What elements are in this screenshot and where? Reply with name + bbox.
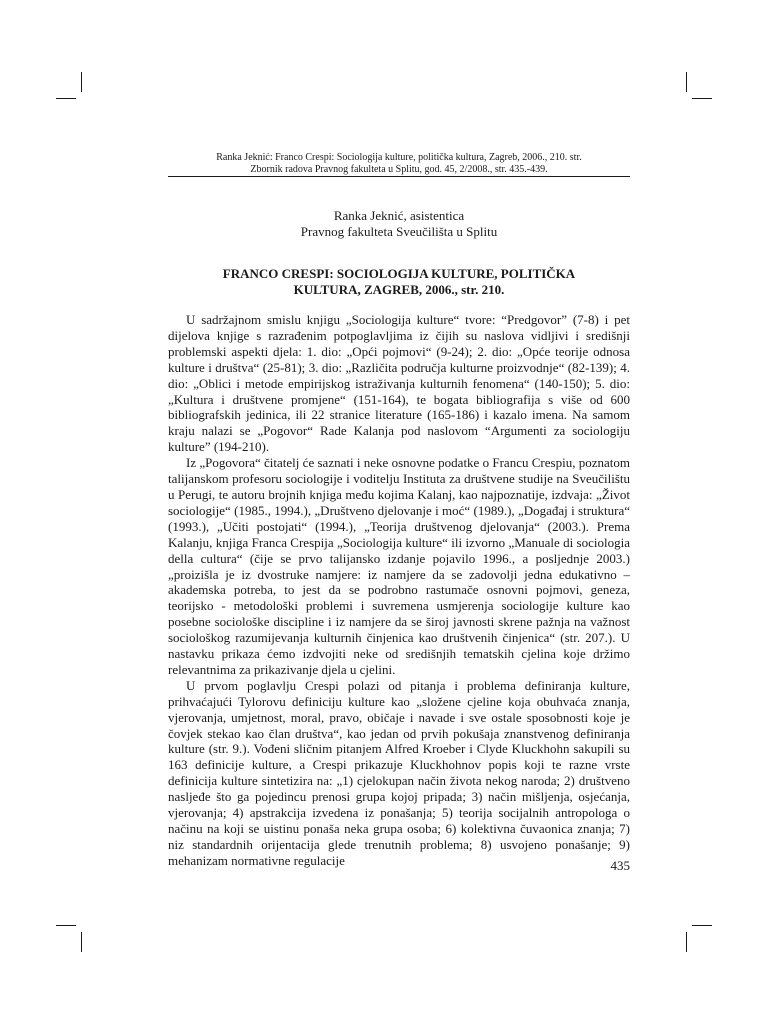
title-line: KULTURA, ZAGREB, 2006., str. 210. [293, 282, 505, 297]
crop-mark [692, 98, 712, 99]
title-line: FRANCO CRESPI: SOCIOLOGIJA KULTURE, POLITIČKA [222, 266, 576, 281]
paragraph: U prvom poglavlju Crespi polazi od pitanja i problema definiranja kulture, prihvaćajući Tylorovu definiciju kulture kao „složene cjeline koja obuhvaća znanja, vjerovanja, umjetnost, moral, pravo, običaje i navade i sve ostale sposobnosti koje je čovjek stekao kao član društva“, kao jedan od prvih pokušaja znanstvenog definiranja kulture (str. 9.). Vođeni sličnim pitanjem Alfred Kroeber i Clyde Kluckhohn sakupili su 163 definicije kulture, a Crespi prikazuje Kluckhohnov popis koji te razne vrste definicija kulture sintetizira na: „1) cjelokupan način života nekog naroda; 2) društveno nasljeđe što ga pojedincu prenosi grupa kojoj pripada; 3) način mišljenja, osjećanja, vjerovanja; 4) apstrakcija izvedena iz ponašanja; 5) teorija socijalnih antropologa o načinu na koji se uistinu ponaša neka grupa osoba; 6) kolektivna čuvaonica znanja; 7) niz standardnih orijentacija glede trenutnih problema; 8) usvojeno ponašanje; 9) mehanizam normativne regulacije [168, 677, 630, 868]
author-block [168, 208, 630, 240]
author-affiliation: Pravnog fakulteta Sveučilišta u Splitu [300, 224, 498, 239]
body-text [168, 312, 630, 869]
header-rule [168, 176, 630, 177]
running-head-line: Ranka Jeknić: Franco Crespi: Sociologija kulture, politička kultura, Zagreb, 2006., 210. str. [216, 152, 582, 163]
crop-mark [81, 932, 82, 952]
crop-mark [686, 932, 687, 952]
article-title [168, 266, 630, 298]
crop-mark [56, 925, 76, 926]
page-number: 435 [610, 858, 630, 873]
paragraph: Iz „Pogovora“ čitatelj će saznati i neke osnovne podatke o Francu Crespiu, poznatom talijanskom profesoru sociologije i voditelju Instituta za društvene studije na Sveučilištu u Perugi, te autoru brojnih knjiga među kojima Kalanj, kao najpoznatije, izdvaja: „Život sociologije“ (1985., 1994.), „Društveno djelovanje i moć“ (1989.), „Događaj i struktura“ (1993.), „Učiti postojati“ (1994.), „Teorija društvenog djelovanja“ (2003.). Prema Kalanju, knjiga Franca Crespija „Sociologija kulture“ ili izvorno „Manuale di sociologia della cultura“ (čije se prvo talijansko izdanje pojavilo 1996., a posljednje 2003.) „proizišla je iz dvostruke namjere: iz namjere da se zadovolji jedna edukativno – akademska potreba, to jest da se podrobno rastumače osnovni pojmovi, geneza, teorijsko - metodološki problemi i suvremena usmjerenja sociologije kulture kao posebne sociološke discipline i iz namjere da se široj javnosti skrene pažnja na važnost sociološkog razumijevanja kulturnih činjenica kao društvenih činjenica“ (str. 207.). U nastavku prikaza ćemo izdvojiti neke od središnjih tematskih cjelina koje držimo relevantnima za prikazivanje djela u cjelini. [168, 455, 630, 677]
crop-mark [81, 72, 82, 92]
crop-mark [686, 72, 687, 92]
paragraph: U sadržajnom smislu knjigu „Sociologija kulture“ tvore: “Predgovor” (7-8) i pet dijelova knjige s razrađenim potpoglavljima iz čijih su naslova vidljivi i središnji problemski aspekti djela: 1. dio: „Opći pojmovi“ (9-24); 2. dio: „Opće teorije odnosa kulture i društva“ (25-81); 3. dio: „Različita područja kulturne proizvodnje“ (82-139); 4. dio: „Oblici i metode empirijskog istraživanja kulturnih fenomena“ (140-150); 5. dio: „Kultura i društvene promjene“ (151-164), te bogata bibliografija s više od 600 bibliografskih jedinica, ili 22 stranice literature (165-186) i kazalo imena. Na samom kraju nalazi se „Pogovor“ Rade Kalanja pod naslovom “Argumenti za sociologiju kulture” (194-210). [168, 312, 630, 455]
running-head [168, 152, 630, 176]
crop-mark [56, 98, 76, 99]
author-name: Ranka Jeknić, asistentica [333, 208, 465, 223]
crop-mark [692, 925, 712, 926]
running-head-line: Zbornik radova Pravnog fakulteta u Splitu, god. 45, 2/2008., str. 435.-439. [250, 164, 548, 175]
